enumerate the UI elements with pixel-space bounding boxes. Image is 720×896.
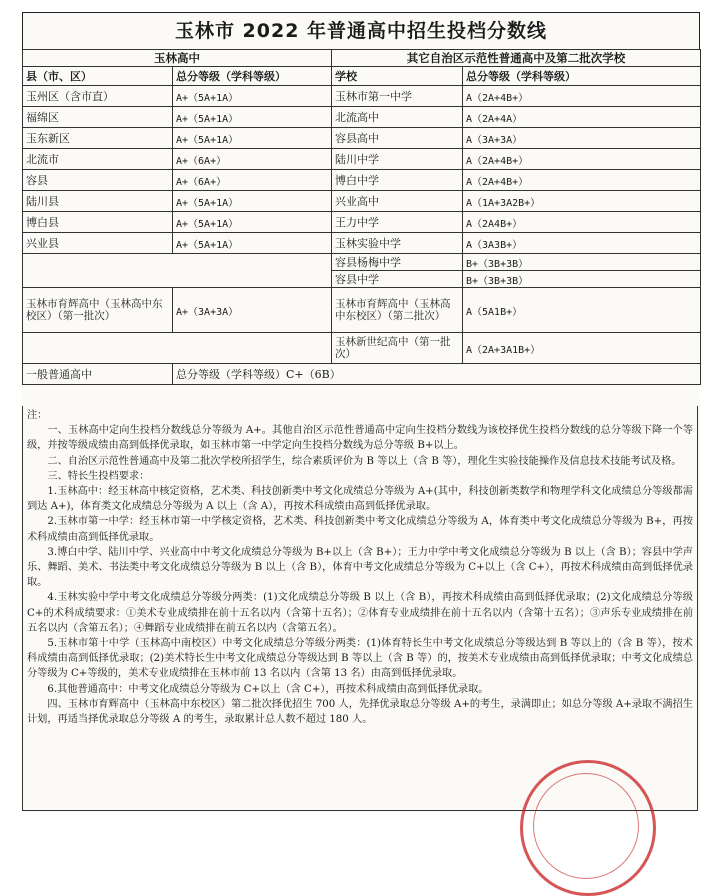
score-sheet [22,12,700,812]
school-cell: 容县杨梅中学 [332,254,463,271]
yuhui-first-batch-cell: 玉林市育辉高中（玉林高中东校区）（第一批次） [23,288,173,333]
table-row [23,170,701,191]
note-paragraph: 4.玉林实验中学中考文化成绩总分等级分两类：(1)文化成绩总分等级 B 以上（含 B），再按术科成绩由高到低择优录取；(2)文化成绩总分等级 C+的术科成绩要求：①美术专业成绩排在前十五名以内（含第十五名）；②体育专业成绩排在前十五名以内（含第十五名）；③声乐专业成绩排在前五名以内（含第五名）；④舞蹈专业成绩排在前五名以内（含第五名）。 [27,592,693,634]
score-right-cell: A（2A+4B+） [463,86,701,107]
note-paragraph: 6.其他普通高中：中考文化成绩总分等级为 C+以上（含 C+），再按术科成绩由高到低择优录取。 [47,683,489,695]
general-value-cell: 总分等级（学科等级）C+（6B） [173,364,701,385]
note-paragraph: 四、玉林市育辉高中（玉林高中东校区）第二批次择优招生 700 人，先择优录取总分等级 A+的考生，录满即止；如总分等级 A+录取不满招生计划，再适当择优录取总分等级 A 的考生，录取累计总人数不超过 180 人。 [27,698,693,726]
yuhui-second-batch-cell: 玉林市育辉高中（玉林高中东校区）（第二批次） [332,288,463,333]
empty-cell [23,254,332,288]
score-left-cell: A+（6A+） [173,149,332,170]
table-row [23,86,701,107]
score-right-cell: A（2A+4B+） [463,170,701,191]
table-row [23,191,701,212]
notes-section [22,406,698,811]
score-left-cell: A+（5A+1A） [173,233,332,254]
notes-heading: 注： [27,410,48,421]
score-right-cell: A（2A4B+） [463,212,701,233]
school-cell: 容县中学 [332,271,463,288]
school-cell: 陆川中学 [332,149,463,170]
document-title: 玉林市 2022 年普通高中招生投档分数线 [22,12,700,50]
red-seal-stamp [520,760,656,896]
table-row [23,128,701,149]
xinshiji-score-cell: A（2A+3A1B+） [463,333,701,364]
score-right-cell: A（2A+4A） [463,107,701,128]
table-row [23,333,701,364]
table-row [23,233,701,254]
note-paragraph: 5.玉林市第十中学（玉林高中南校区）中考文化成绩总分等级分两类：(1)体育特长生中考文化成绩总分等级达到 B 等以上的（含 B 等），按术科成绩由高到低择优录取；(2)美术特长生中考文化成绩总分等级达到 B 等以上（含 B 等）的，按美术专业成绩由高到低择优录取；中考文化成绩总分等级为 C+等级的，美术专业成绩排在玉林市前 13 名以内（含第 13 名）由高到低择优录取。 [27,638,693,680]
table-row [23,212,701,233]
score-left-cell: A+（5A+1A） [173,86,332,107]
school-cell: 博白中学 [332,170,463,191]
score-right-cell: B+（3B+3B） [463,271,701,288]
note-paragraph: 二、自治区示范性普通高中及第二批次学校所招学生，综合素质评价为 B 等以上（含 B 等），理化生实验技能操作及信息技术技能考试及格。 [47,455,682,467]
col-score-left-header: 总分等级（学科等级） [173,67,332,86]
score-table [22,49,701,385]
yuhui-second-score-cell: A（5A1B+） [463,288,701,333]
table-row [23,254,701,271]
school-cell: 兴业高中 [332,191,463,212]
yuhui-first-score-cell: A+（3A+3A） [173,288,332,333]
school-cell: 北流高中 [332,107,463,128]
score-left-cell: A+（5A+1A） [173,128,332,149]
table-row [23,288,701,333]
school-cell: 玉林实验中学 [332,233,463,254]
score-right-cell: A（2A+4B+） [463,149,701,170]
county-cell: 玉东新区 [23,128,173,149]
score-right-cell: A（3A+3A） [463,128,701,149]
score-right-cell: B+（3B+3B） [463,254,701,271]
general-label-cell: 一般普通高中 [23,364,173,385]
county-cell: 陆川县 [23,191,173,212]
score-right-cell: A（3A3B+） [463,233,701,254]
county-cell: 北流市 [23,149,173,170]
note-paragraph: 3.博白中学、陆川中学、兴业高中中考文化成绩总分等级为 B+以上（含 B+）；王力中学中考文化成绩总分等级为 B 以上（含 B）；容县中学声乐、舞蹈、美术、书法类中考文化成绩总分等级为 B 以上（含 B），体育中考文化成绩总分等级为 C+以上（含 C+），再按术科成绩由高到低择优录取。 [27,546,693,589]
col-score-right-header: 总分等级（学科等级） [463,67,701,86]
school-cell: 容县高中 [332,128,463,149]
score-left-cell: A+（6A+） [173,170,332,191]
school-cell: 玉林市第一中学 [332,86,463,107]
right-group-header: 其它自治区示范性普通高中及第二批次学校 [332,50,701,67]
table-row [23,364,701,385]
empty-cell [23,333,332,364]
note-paragraph: 2.玉林市第一中学：经玉林市第一中学核定资格，艺术类、科技创新类中考文化成绩总分等级为 A，体育类中考文化成绩总分等级为 B+，再按术科成绩由高到低择优录取。 [27,516,693,543]
left-group-header: 玉林高中 [23,50,332,67]
score-left-cell: A+（5A+1A） [173,191,332,212]
score-left-cell: A+（5A+1A） [173,212,332,233]
county-cell: 博白县 [23,212,173,233]
xinshiji-school-cell: 玉林新世纪高中（第一批次） [332,333,463,364]
col-county-header: 县（市、区） [23,67,173,86]
county-cell: 福绵区 [23,107,173,128]
note-paragraph: 1.玉林高中：经玉林高中核定资格，艺术类、科技创新类中考文化成绩总分等级为 A+(其中，科技创新类数学和物理学科文化成绩总分等级都需到达 A+)，体育类文化成绩总分等级为 A 以上（含 A），再按术科成绩由高到低择优录取。 [27,486,693,513]
table-row [23,149,701,170]
county-cell: 兴业县 [23,233,173,254]
note-paragraph: 一、玉林高中定向生投档分数线总分等级为 A+。其他自治区示范性普通高中定向生投档分数线为该校择优生投档分数线的总分等级下降一个等级，并按等级成绩由高到低择优录取，如玉林市第一中学定向生投档分数线为总分等级 B+以上。 [27,425,693,452]
county-cell: 玉州区（含市直） [23,86,173,107]
table-row [23,107,701,128]
note-paragraph: 三、特长生投档要求： [47,470,150,482]
county-cell: 容县 [23,170,173,191]
score-right-cell: A（1A+3A2B+） [463,191,701,212]
school-cell: 王力中学 [332,212,463,233]
col-school-header: 学校 [332,67,463,86]
score-left-cell: A+（5A+1A） [173,107,332,128]
